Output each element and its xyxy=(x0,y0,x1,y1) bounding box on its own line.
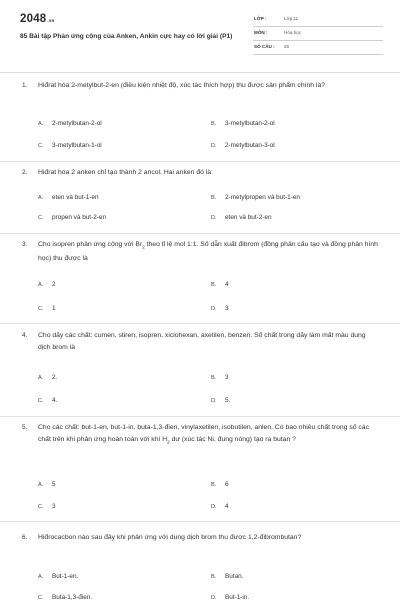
option-a[interactable] xyxy=(38,194,99,201)
class-value: Lớp 11 xyxy=(284,16,299,21)
option-letter: C. xyxy=(38,143,44,149)
question-text: Hiđrat hóa 2-metylbut-2-en (điều kiện nhiệt độ, xúc tác thích hợp) thu được sản phẩm chính là? xyxy=(38,82,326,89)
question-text-part: Cho các chất: but-1-en, but-1-in, buta-1,3-đien, vinylaxetilen, isobutilen, anlen. Có bao nhiêu chất trong số các chất trên khi phản ứng hoàn toàn với khí H xyxy=(38,424,369,443)
option-text: 3-metylbutan-1-ol xyxy=(52,142,102,149)
option-text: 1 xyxy=(52,305,56,312)
option-d[interactable] xyxy=(211,214,272,221)
option-a[interactable] xyxy=(38,281,56,288)
question-text xyxy=(38,422,378,448)
option-text: propen và but-2-en xyxy=(52,214,107,221)
subscript: 2 xyxy=(167,439,170,445)
option-text: 2-metylpropen và but-1-en xyxy=(225,194,300,201)
option-letter: C. xyxy=(38,504,44,510)
site-logo[interactable] xyxy=(20,13,55,25)
option-text: 3 xyxy=(225,374,229,381)
question-text: Cho dãy các chất: cumen, stiren, isopren, xiclohexan, axetilen, benzen. Số chất trong dãy làm mất màu dung dịch brom là xyxy=(38,332,366,351)
question-divider xyxy=(0,233,400,234)
question-text: Hiđrat hóa 2 anken chỉ tạo thành 2 ancol. Hai anken đó là: xyxy=(38,169,213,176)
question-text-part: theo tỉ lệ mol 1:1. Số dẫn xuất đibrom (đồng phân cấu tạo và đồng phân hình học) thu được là xyxy=(38,241,378,263)
option-c[interactable] xyxy=(38,142,102,149)
option-text: 2. xyxy=(52,374,58,381)
question-count-value: 25 xyxy=(284,44,290,49)
option-b[interactable] xyxy=(211,481,229,488)
option-letter: D. xyxy=(211,504,217,510)
option-text: 2 xyxy=(52,281,56,288)
option-letter: D. xyxy=(211,398,217,404)
option-letter: B. xyxy=(211,282,217,288)
option-text: 3 xyxy=(225,305,229,312)
option-text: 4 xyxy=(225,503,229,510)
option-letter: A. xyxy=(38,482,44,488)
option-c[interactable] xyxy=(38,397,57,404)
logo-text: 2048 xyxy=(20,13,47,25)
question-divider xyxy=(0,416,400,417)
option-b[interactable] xyxy=(211,374,229,381)
option-letter: D. xyxy=(211,143,217,149)
option-letter: D. xyxy=(211,306,217,312)
question-number: 1. xyxy=(22,82,28,89)
subject-value: Hóa học xyxy=(284,30,302,35)
option-text: 6 xyxy=(225,481,229,488)
class-label: LỚP : xyxy=(254,16,267,21)
option-letter: A. xyxy=(38,375,44,381)
option-d[interactable] xyxy=(211,503,229,510)
option-text: But-1-en. xyxy=(52,573,79,580)
worksheet-header xyxy=(0,0,400,73)
worksheet-title: 85 Bài tập Phản ứng cộng của Anken, Ankin cực hay có lời giải (P1) xyxy=(20,33,233,40)
subject-label: MÔN : xyxy=(254,30,268,35)
option-text: eten và but-2-en xyxy=(225,214,272,221)
option-a[interactable] xyxy=(38,120,102,127)
option-b[interactable] xyxy=(211,120,275,127)
option-letter: C. xyxy=(38,306,44,312)
option-text: 5. xyxy=(225,397,231,404)
option-text: 3 xyxy=(52,503,56,510)
option-letter: B. xyxy=(211,195,217,201)
question-count-label: SỐ CÂU : xyxy=(254,44,275,49)
option-text: Buta-1,3-đien. xyxy=(52,594,93,601)
option-text: But-1-in. xyxy=(225,594,250,601)
option-letter: B. xyxy=(211,482,217,488)
option-letter: A. xyxy=(38,282,44,288)
question-divider xyxy=(0,521,400,522)
option-letter: A. xyxy=(38,195,44,201)
logo-suffix: .vn xyxy=(47,18,55,23)
option-text: 5 xyxy=(52,481,56,488)
question-number: 5. xyxy=(22,424,28,431)
option-text: 4 xyxy=(225,281,229,288)
question-number: 3. xyxy=(22,241,28,248)
option-text: 4. xyxy=(52,397,58,404)
question-text: Hiđrocacbon nào sau đây khi phản ứng với dung dịch brom thu được 1,2-đibrombutan? xyxy=(38,534,302,541)
option-letter: D. xyxy=(211,595,217,601)
option-c[interactable] xyxy=(38,503,56,510)
option-b[interactable] xyxy=(211,194,300,201)
question-number: 6. xyxy=(22,534,28,541)
option-letter: B. xyxy=(211,121,217,127)
option-c[interactable] xyxy=(38,305,56,312)
option-b[interactable] xyxy=(211,281,229,288)
option-text: 2-metylbutan-2-ol xyxy=(52,120,102,127)
option-letter: C. xyxy=(38,398,44,404)
question-text xyxy=(38,239,378,265)
option-letter: A. xyxy=(38,121,44,127)
option-d[interactable] xyxy=(211,397,230,404)
option-b[interactable] xyxy=(211,573,243,580)
option-text: Butan. xyxy=(225,573,244,580)
option-a[interactable] xyxy=(38,573,78,580)
option-text: 3-metylbutan-2-ol xyxy=(225,120,275,127)
option-letter: A. xyxy=(38,574,44,580)
option-a[interactable] xyxy=(38,481,56,488)
question-number: 4. xyxy=(22,332,28,339)
question-number: 2. xyxy=(22,169,28,176)
option-letter: C. xyxy=(38,595,44,601)
option-letter: B. xyxy=(211,574,217,580)
option-a[interactable] xyxy=(38,374,57,381)
option-c[interactable] xyxy=(38,214,106,221)
option-letter: B. xyxy=(211,375,217,381)
question-divider xyxy=(0,323,400,324)
option-d[interactable] xyxy=(211,305,229,312)
option-text: 2-metylbutan-3-ol xyxy=(225,142,275,149)
option-d[interactable] xyxy=(211,142,275,149)
question-divider xyxy=(0,161,400,162)
option-letter: D. xyxy=(211,215,217,221)
question-text-part: dư (xúc tác Ni, đung nóng) tạo ra butan ? xyxy=(169,436,296,443)
subscript: 2 xyxy=(142,244,145,250)
question-count-field xyxy=(253,43,383,55)
option-text: eten và but-1-en xyxy=(52,194,99,201)
question-text-part: Cho isopren phản ứng cộng với Br xyxy=(38,241,143,248)
class-field xyxy=(253,15,383,27)
option-letter: C. xyxy=(38,215,44,221)
subject-field xyxy=(253,29,383,41)
